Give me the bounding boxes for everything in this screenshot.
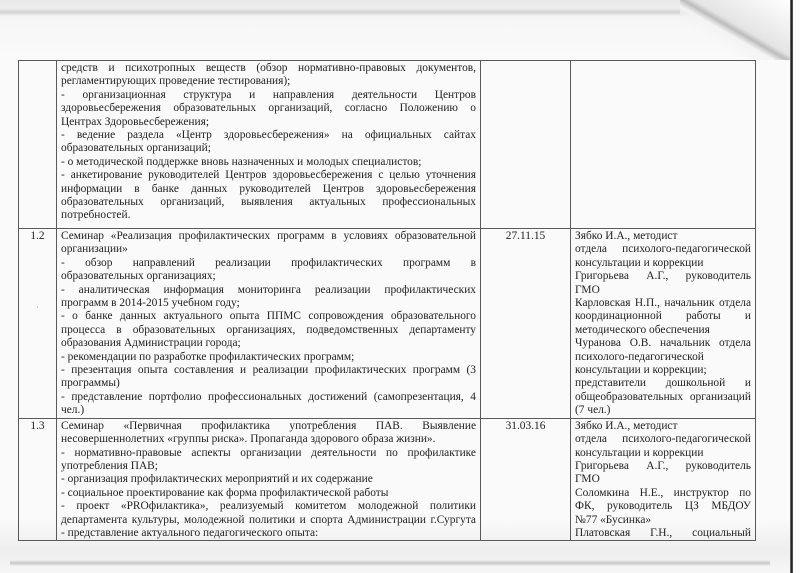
description-line: - презентация опыта составления и реализации профилактических программ (3	[61, 364, 476, 377]
description-line: - представление актуального педагогического опыта:	[61, 526, 319, 539]
row-number-cell	[19, 418, 57, 541]
responsible-line: Платовская Г.Н., социальный	[575, 526, 751, 539]
responsible-line: ГМО	[575, 283, 600, 296]
responsible-line: психолого-педагогической	[575, 350, 704, 363]
description-line: программ в 2014-2015 учебном году;	[61, 297, 240, 310]
responsible-line: методического обеспечения	[575, 323, 710, 336]
description-line: несовершеннолетних «группы риска». Пропаганда здорового образа жизни».	[61, 433, 436, 446]
description-line: Центрах Здоровьесбережения;	[61, 115, 210, 128]
scan-speck: ·	[36, 302, 39, 313]
scan-shadow-top	[0, 8, 690, 16]
table-row	[19, 61, 756, 229]
description-line: процесса в образовательных организациях, подведомственных департаменту	[61, 323, 476, 336]
description-line: - аналитическая информация мониторинга реализации профилактических	[61, 283, 476, 296]
description-line: потребностей.	[61, 209, 131, 222]
description-line: образования Администрации города;	[61, 337, 241, 350]
event-date-cell	[481, 418, 571, 541]
event-date: 27.11.15	[505, 230, 546, 242]
responsible-line: консультации и коррекции	[575, 446, 704, 459]
scan-shadow-bottom	[10, 560, 770, 566]
description-line: здоровьесбережения образовательных организаций, согласно Положению о	[61, 102, 476, 115]
responsible-line: общеобразовательных организаций	[575, 390, 751, 403]
responsible-line: координационной работы и	[575, 310, 751, 323]
description-line: образовательных организациях;	[61, 270, 216, 283]
responsible-persons-cell	[571, 61, 756, 229]
description-line: организации»	[61, 243, 128, 256]
description-line: - о банке данных актуального опыта ППМС сопровождения образовательного	[61, 310, 476, 323]
row-number-cell	[19, 61, 57, 229]
description-line: - организация профилактических мероприятий и их содержание	[61, 473, 373, 486]
event-plan-table	[18, 60, 756, 541]
description-line: Семинар «Реализация профилактических программ в условиях образовательной	[61, 230, 476, 242]
responsible-line: (7 чел.)	[575, 404, 611, 417]
scan-edge-right	[790, 0, 793, 573]
event-description-cell	[57, 229, 481, 419]
description-line: - ведение раздела «Центр здоровьесбережения» на официальных сайтах	[61, 129, 476, 142]
description-line: - представление портфолио профессиональных достижений (самопрезентация, 4	[61, 390, 476, 403]
description-line: - проект «PROфилактика», реализуемый комитетом молодежной политики	[61, 500, 476, 513]
event-date-cell	[481, 229, 571, 419]
description-line: информации в банке данных руководителей Центров здоровьесбережения	[61, 182, 476, 195]
table-row	[19, 229, 756, 419]
event-date: 31.03.16	[505, 419, 546, 432]
row-number-cell	[19, 229, 57, 419]
description-line: - нормативно-правовые аспекты организации деятельности по профилактике	[61, 446, 476, 459]
event-description-cell	[57, 418, 481, 541]
table-row	[19, 418, 756, 541]
responsible-line: №77 «Бусинка»	[575, 513, 652, 526]
description-line: - о методической поддержке вновь назначенных и молодых специалистов;	[61, 155, 422, 168]
description-line: - обзор направлений реализации профилактических программ в	[61, 256, 476, 269]
responsible-line: Чуранова О.В. начальник отдела	[575, 337, 751, 350]
responsible-persons-cell	[571, 418, 756, 541]
description-line: - социальное проектирование как форма профилактической работы	[61, 486, 389, 499]
description-line: употребления ПАВ;	[61, 459, 158, 472]
responsible-line: ГМО	[575, 473, 600, 486]
description-line: чел.)	[61, 404, 85, 417]
responsible-line: Григорьева А.Г., руководитель	[575, 459, 751, 472]
description-line: программы)	[61, 377, 120, 390]
description-line: департамента культуры, молодежной политики и спорта Администрации г.Сургута	[61, 513, 476, 526]
responsible-line: отдела психолого-педагогической	[575, 433, 751, 446]
description-line: регламентирующих проведение тестирования);	[61, 75, 291, 88]
description-line: Семинар «Первичная профилактика употребления ПАВ. Выявление	[61, 419, 476, 432]
responsible-line: Зябко И.А., методист	[575, 230, 678, 242]
responsible-line: отдела психолого-педагогической	[575, 243, 751, 256]
responsible-line: ФК, руководитель ЦЗ МБДОУ	[575, 500, 751, 513]
event-description-cell	[57, 61, 481, 229]
responsible-line: Зябко И.А., методист	[575, 419, 678, 432]
responsible-line: представители дошкольной и	[575, 377, 751, 390]
description-line: - организационная структура и направления деятельности Центров	[61, 88, 476, 101]
responsible-persons-cell	[571, 229, 756, 419]
responsible-line: консультации и коррекции;	[575, 364, 707, 377]
row-number: 1.3	[30, 419, 45, 432]
description-line: - анкетирование руководителей Центров здоровьесбережения с целью уточнения	[61, 169, 476, 182]
responsible-line: Карловская Н.П., начальник отдела	[575, 297, 751, 310]
description-line: образовательных организаций, выявления актуальных профессиональных	[61, 196, 476, 209]
scan-margin-right	[793, 0, 800, 573]
responsible-line: Соломкина Н.Е., инструктор по	[575, 486, 751, 499]
description-line: средств и психотропных веществ (обзор нормативно-правовых документов,	[61, 62, 476, 74]
page-corner-fold	[680, 0, 790, 60]
description-line: образовательных организаций;	[61, 142, 211, 155]
event-date-cell	[481, 61, 571, 229]
responsible-line: Григорьева А.Г., руководитель	[575, 270, 751, 283]
responsible-line: консультации и коррекции	[575, 256, 704, 269]
row-number: 1.2	[30, 230, 45, 242]
description-line: - рекомендации по разработке профилактических программ;	[61, 350, 355, 363]
